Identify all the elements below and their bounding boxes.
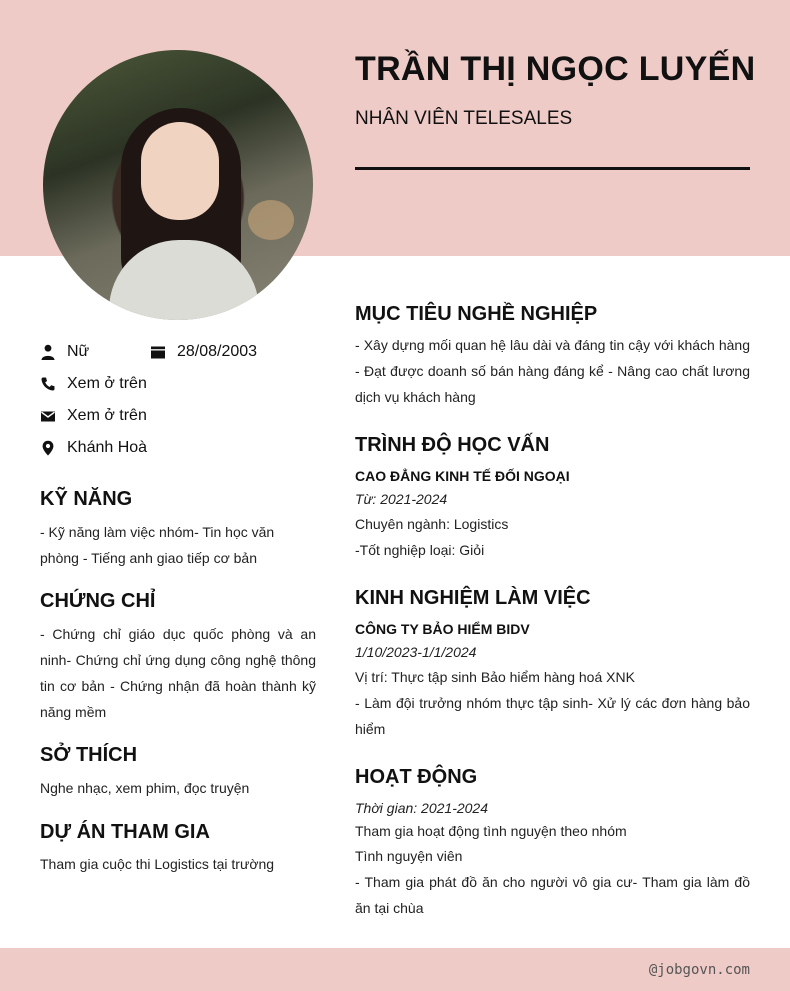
calendar-icon	[150, 344, 166, 360]
experience-title: KINH NGHIỆM LÀM VIỆC	[355, 587, 591, 609]
experience-position: Vị trí: Thực tập sinh Bảo hiểm hàng hoá XNK	[355, 669, 635, 685]
person-icon	[40, 344, 56, 360]
activities-org: Tham gia hoạt động tình nguyện theo nhóm	[355, 823, 627, 839]
mail-icon	[40, 408, 56, 424]
location-info	[40, 439, 147, 457]
birthday-info	[150, 343, 257, 361]
phone-icon	[40, 376, 56, 392]
phone-value: Xem ở trên	[67, 375, 147, 392]
hobbies-title: SỞ THÍCH	[40, 744, 138, 766]
education-title: TRÌNH ĐỘ HỌC VẤN	[355, 434, 550, 456]
location-value: Khánh Hoà	[67, 439, 148, 456]
certificates-title: CHỨNG CHỈ	[40, 590, 156, 612]
gender-value: Nữ	[67, 343, 90, 360]
title-divider	[355, 167, 750, 170]
hobbies-text: Nghe nhạc, xem phim, đọc truyện	[40, 780, 250, 796]
activities-period: Thời gian: 2021-2024	[355, 800, 488, 816]
email-value: Xem ở trên	[67, 407, 147, 424]
gender-info	[40, 343, 89, 361]
activities-title: HOẠT ĐỘNG	[355, 766, 478, 788]
profile-photo	[43, 50, 313, 320]
projects-title: DỰ ÁN THAM GIA	[40, 821, 210, 843]
footer-watermark: @jobgovn.com	[648, 962, 750, 978]
objective-title: MỤC TIÊU NGHỀ NGHIỆP	[355, 303, 598, 325]
location-pin-icon	[40, 440, 56, 456]
email-info	[40, 407, 147, 425]
activities-details: - Tham gia phát đồ ăn cho người vô gia cư- Tham gia làm đồ ăn tại chùa	[355, 874, 750, 916]
birthday-value: 28/08/2003	[177, 343, 258, 360]
skills-text: - Kỹ năng làm việc nhóm- Tin học văn phòng - Tiếng anh giao tiếp cơ bản	[40, 524, 275, 566]
education-period: Từ: 2021-2024	[355, 491, 448, 507]
phone-info	[40, 375, 147, 393]
experience-duties: - Làm đội trưởng nhóm thực tập sinh- Xử lý các đơn hàng bảo hiểm	[355, 695, 750, 737]
job-title: NHÂN VIÊN TELESALES	[355, 108, 573, 129]
activities-role: Tình nguyện viên	[355, 848, 463, 864]
objective-text: - Xây dựng mối quan hệ lâu dài và đáng tin cậy với khách hàng - Đạt được doanh số bán hàng đáng kể - Nâng cao chất lương dịch vụ khách hàng	[355, 337, 750, 405]
experience-company: CÔNG TY BẢO HIỂM BIDV	[355, 621, 530, 637]
experience-period: 1/10/2023-1/1/2024	[355, 644, 477, 660]
candidate-name: TRẦN THỊ NGỌC LUYẾN	[355, 50, 756, 88]
certificates-text: - Chứng chỉ giáo dục quốc phòng và an ninh- Chứng chỉ ứng dụng công nghệ thông tin cơ bản - Chứng nhận đã hoàn thành kỹ năng mềm	[40, 626, 316, 720]
education-grade: -Tốt nghiệp loại: Giỏi	[355, 542, 485, 558]
education-major: Chuyên ngành: Logistics	[355, 516, 509, 532]
projects-text: Tham gia cuộc thi Logistics tại trường	[40, 856, 275, 872]
skills-title: KỸ NĂNG	[40, 488, 133, 510]
education-school: CAO ĐẲNG KINH TẾ ĐỐI NGOẠI	[355, 468, 570, 484]
